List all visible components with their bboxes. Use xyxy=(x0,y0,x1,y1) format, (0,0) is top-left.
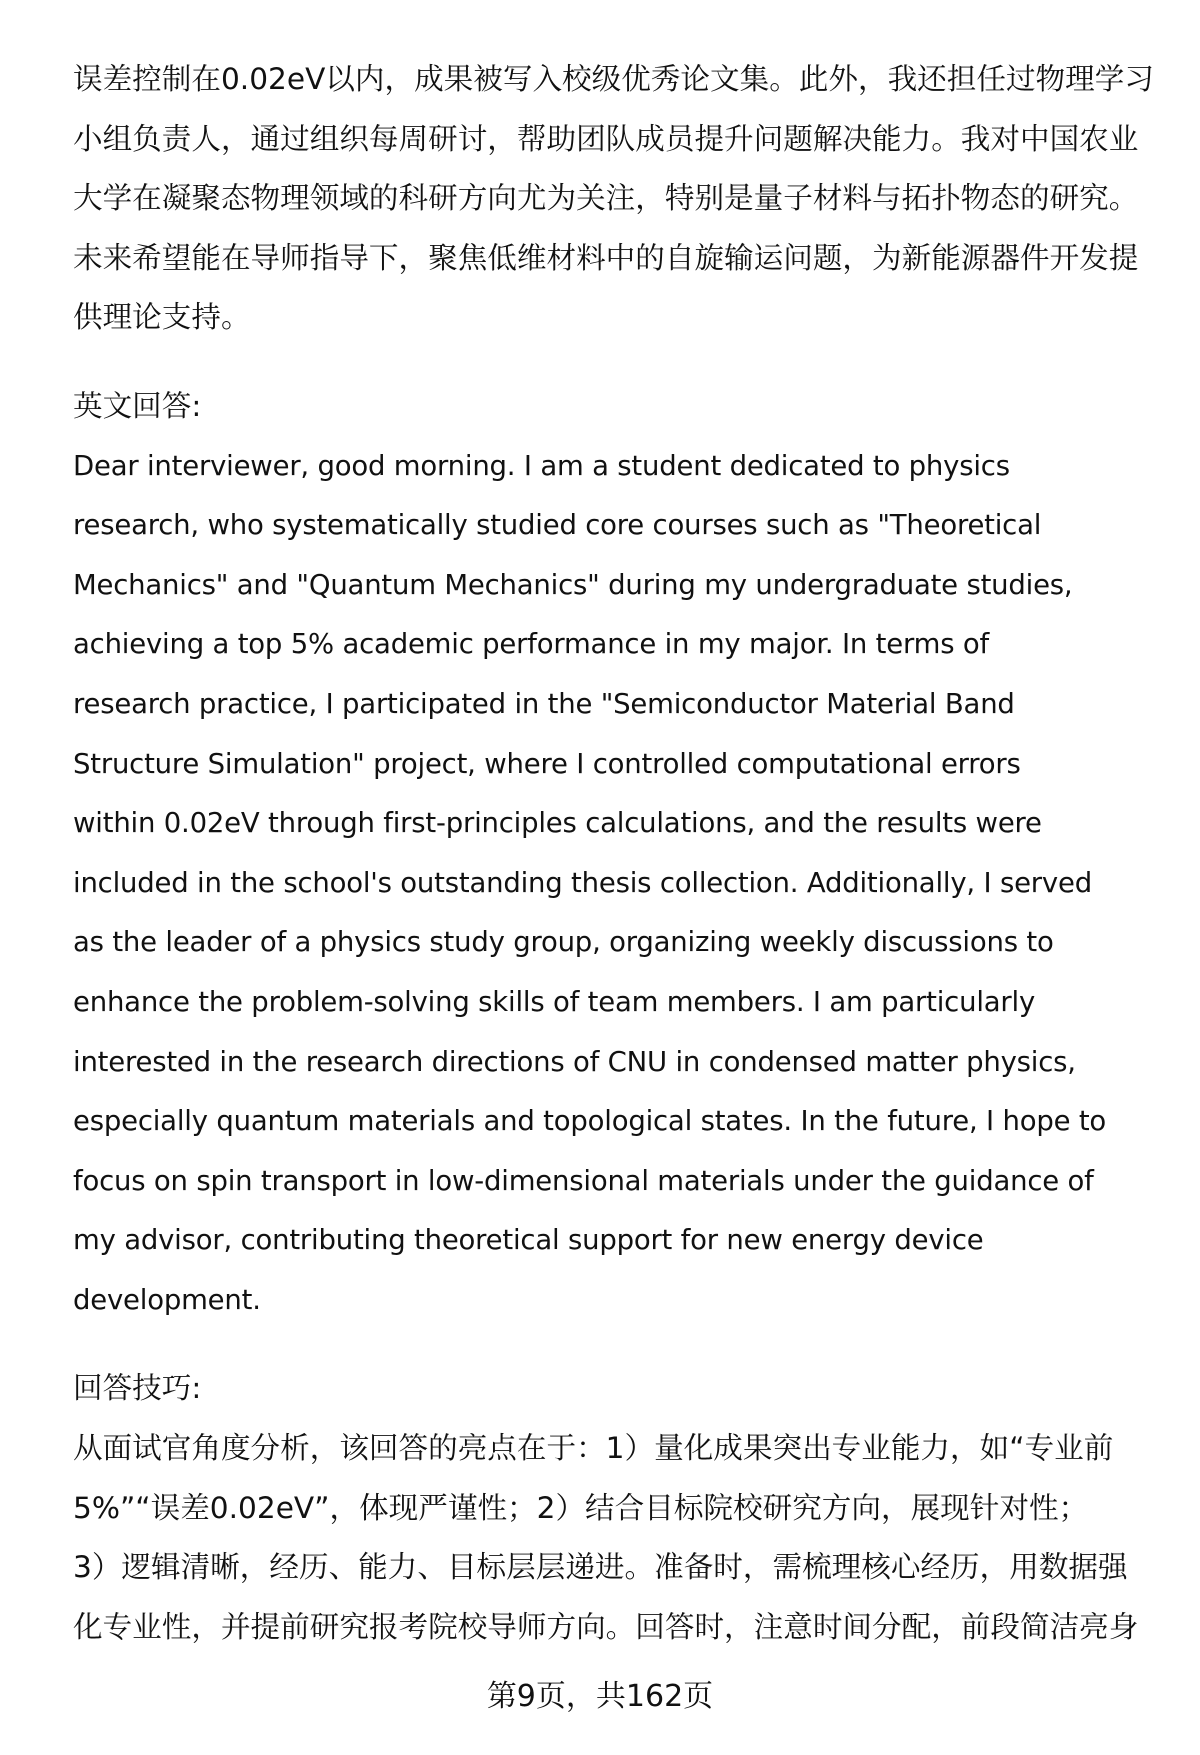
text-line: 供理论支持。 xyxy=(73,300,251,335)
text-line: achieving a top 5% academic performance in my major. In terms of xyxy=(73,628,989,661)
text-line: development. xyxy=(73,1283,261,1316)
text-line: 从面试官角度分析，该回答的亮点在于：1）量化成果突出专业能力，如“专业前 xyxy=(73,1431,1114,1466)
text-line: research, who systematically studied core courses such as "Theoretical xyxy=(73,509,1042,542)
text-line: enhance the problem-solving skills of team members. I am particularly xyxy=(73,985,1036,1018)
text-line: 未来希望能在导师指导下，聚焦低维材料中的自旋输运问题，为新能源器件开发提 xyxy=(73,240,1139,275)
text-line: interested in the research directions of CNU in condensed matter physics, xyxy=(73,1045,1076,1078)
text-line: as the leader of a physics study group, organizing weekly discussions to xyxy=(73,926,1054,959)
text-line: 大学在凝聚态物理领域的科研方向尤为关注，特别是量子材料与拓扑物态的研究。 xyxy=(73,181,1139,216)
answer-tips xyxy=(73,1419,1163,1657)
english-answer xyxy=(73,437,1163,1331)
english-answer-heading: 英文回答: xyxy=(73,388,202,423)
text-line: research practice, I participated in the "Semiconductor Material Band xyxy=(73,687,1015,720)
text-line: focus on spin transport in low-dimensional materials under the guidance of xyxy=(73,1164,1094,1197)
text-line: 误差控制在0.02eV以内，成果被写入校级优秀论文集。此外，我还担任过物理学习 xyxy=(73,62,1154,96)
text-line: Mechanics" and "Quantum Mechanics" during my undergraduate studies, xyxy=(73,568,1073,601)
text-line: 5%”“误差0.02eV”，体现严谨性；2）结合目标院校研究方向，展现针对性； xyxy=(73,1490,1089,1525)
text-line: included in the school's outstanding thesis collection. Additionally, I served xyxy=(73,866,1092,899)
text-line: especially quantum materials and topological states. In the future, I hope to xyxy=(73,1105,1107,1138)
text-line: within 0.02eV through first-principles calculations, and the results were xyxy=(73,807,1042,840)
text-line: Dear interviewer, good morning. I am a student dedicated to physics xyxy=(73,449,1010,482)
answer-tips-heading: 回答技巧: xyxy=(73,1371,202,1406)
text-line: 化专业性，并提前研究报考院校导师方向。回答时，注意时间分配，前段简洁亮身 xyxy=(73,1609,1139,1644)
text-line: 小组负责人，通过组织每周研讨，帮助团队成员提升问题解决能力。我对中国农业 xyxy=(73,121,1139,156)
text-line: Structure Simulation" project, where I controlled computational errors xyxy=(73,747,1021,780)
text-line: 3）逻辑清晰，经历、能力、目标层层递进。准备时，需梳理核心经历，用数据强 xyxy=(73,1550,1128,1585)
page-number: 第9页，共162页 xyxy=(486,1679,714,1714)
text-line: my advisor, contributing theoretical support for new energy device xyxy=(73,1224,984,1257)
document-body xyxy=(73,50,1163,1657)
intro-paragraph xyxy=(73,50,1163,348)
